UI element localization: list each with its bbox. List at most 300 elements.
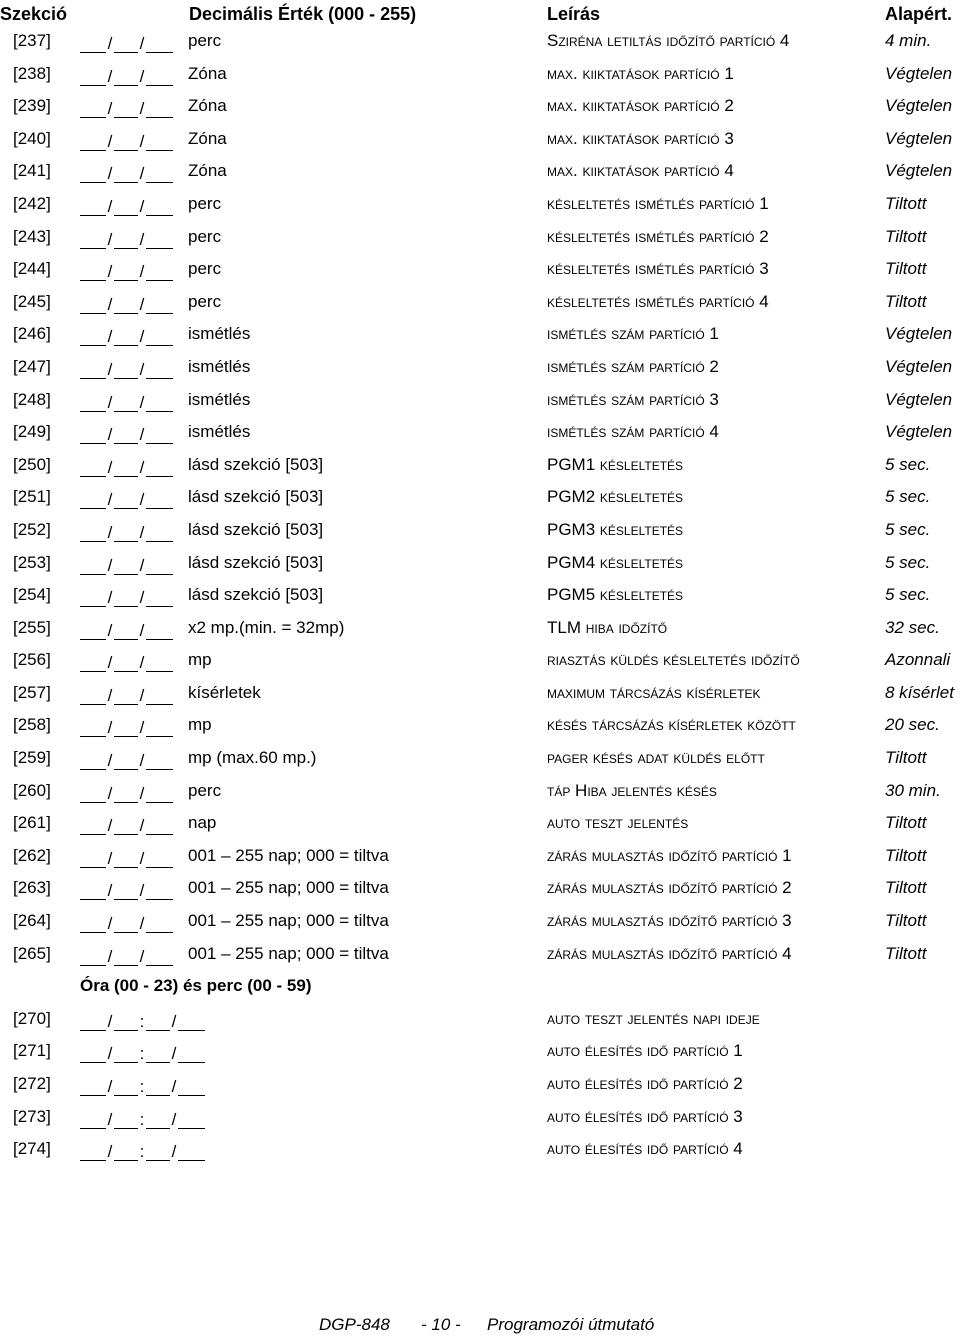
section-number: [248] (13, 389, 51, 409)
blank-line[interactable] (178, 1012, 205, 1031)
default-value: Végtelen (885, 356, 953, 376)
blank-line[interactable] (80, 295, 106, 314)
blank-line[interactable] (114, 588, 138, 607)
blank-line[interactable] (146, 556, 173, 575)
separator: / (139, 262, 145, 282)
table-row (0, 451, 960, 484)
header-default: Alapért. (885, 4, 953, 24)
separator: / (107, 359, 113, 379)
section-number: [245] (13, 291, 51, 311)
time-entry[interactable] (80, 1141, 205, 1161)
blank-line[interactable] (80, 458, 106, 477)
blank-line[interactable] (114, 849, 138, 868)
blank-line[interactable] (114, 458, 138, 477)
value-entry[interactable] (80, 522, 173, 542)
table-row (0, 157, 960, 190)
blank-line[interactable] (80, 523, 106, 542)
separator: / (107, 66, 113, 86)
time-entry[interactable] (80, 1011, 205, 1031)
section-number: [265] (13, 943, 51, 963)
blank-line[interactable] (114, 360, 138, 379)
footer-page: - 10 - (421, 1315, 461, 1334)
separator: / (171, 1077, 177, 1096)
description: maximum tárcsázás kísérletek (547, 682, 761, 702)
separator: / (107, 946, 113, 966)
blank-line[interactable] (146, 849, 173, 868)
value-entry[interactable] (80, 457, 173, 477)
separator: / (171, 1011, 177, 1031)
time-entry[interactable] (80, 1109, 205, 1129)
blank-line[interactable] (146, 458, 173, 477)
separator: / (107, 555, 113, 575)
unit-label: lásd szekció [503] (188, 487, 324, 507)
blank-line[interactable] (80, 34, 106, 53)
blank-line[interactable] (80, 1012, 106, 1031)
blank-line[interactable] (80, 262, 106, 281)
separator: / (139, 99, 145, 119)
blank-line[interactable] (146, 67, 173, 86)
blank-line[interactable] (80, 621, 106, 640)
default-value: Tiltott (885, 813, 927, 833)
blank-line[interactable] (146, 360, 173, 379)
separator: : (139, 1142, 145, 1162)
description: zárás mulasztás időzítő partíció 2 (547, 878, 792, 898)
default-value: 5 sec. (885, 487, 931, 507)
separator: / (107, 392, 113, 412)
table-row (0, 842, 960, 875)
blank-line[interactable] (114, 947, 138, 966)
table-row (0, 190, 960, 223)
blank-line[interactable] (80, 914, 106, 933)
blank-line[interactable] (80, 1142, 106, 1161)
unit-label: ismétlés (188, 324, 251, 344)
blank-line[interactable] (114, 34, 138, 53)
separator: / (107, 685, 113, 705)
unit-label: Zóna (188, 128, 227, 148)
blank-line[interactable] (146, 197, 173, 216)
separator: / (107, 783, 113, 803)
description: késés tárcsázás kísérletek között (547, 715, 796, 735)
section-number: [247] (13, 356, 51, 376)
table-row (0, 940, 960, 973)
description: PGM2 késleltetés (547, 487, 684, 507)
blank-line[interactable] (114, 1142, 138, 1161)
value-entry[interactable] (80, 783, 173, 803)
table-row (0, 418, 960, 451)
section-number: [258] (13, 715, 51, 735)
value-entry[interactable] (80, 66, 173, 86)
value-entry[interactable] (80, 815, 173, 835)
blank-line[interactable] (80, 1077, 106, 1096)
separator: / (139, 620, 145, 640)
blank-line[interactable] (146, 914, 173, 933)
unit-label: 001 – 255 nap; 000 = tiltva (188, 943, 389, 963)
blank-line[interactable] (114, 523, 138, 542)
separator: / (107, 1109, 113, 1129)
blank-line[interactable] (146, 686, 173, 705)
value-entry[interactable] (80, 685, 173, 705)
blank-line[interactable] (146, 164, 173, 183)
value-entry[interactable] (80, 98, 173, 118)
blank-line[interactable] (114, 881, 138, 900)
value-entry[interactable] (80, 196, 173, 216)
blank-line[interactable] (80, 784, 106, 803)
blank-line[interactable] (146, 653, 173, 672)
blank-line[interactable] (114, 262, 138, 281)
blank-line[interactable] (80, 230, 106, 249)
blank-line[interactable] (146, 490, 173, 509)
section-number: [272] (13, 1074, 51, 1093)
blank-line[interactable] (114, 1110, 138, 1129)
unit-label: nap (188, 813, 217, 833)
blank-line[interactable] (114, 621, 138, 640)
table-row (0, 809, 960, 842)
default-value: Végtelen (885, 422, 953, 442)
separator: / (107, 848, 113, 868)
blank-line[interactable] (114, 164, 138, 183)
blank-line[interactable] (80, 588, 106, 607)
blank-line[interactable] (146, 718, 173, 737)
blank-line[interactable] (146, 1142, 170, 1161)
separator: / (139, 848, 145, 868)
section-number: [253] (13, 552, 51, 572)
blank-line[interactable] (80, 393, 106, 412)
time-entry[interactable] (80, 1076, 205, 1096)
value-entry[interactable] (80, 913, 173, 933)
blank-line[interactable] (146, 295, 173, 314)
unit-label: mp (max.60 mp.) (188, 748, 317, 768)
blank-line[interactable] (146, 816, 173, 835)
blank-line[interactable] (114, 99, 138, 118)
blank-line[interactable] (80, 947, 106, 966)
blank-line[interactable] (114, 197, 138, 216)
separator: / (139, 588, 145, 608)
blank-line[interactable] (80, 816, 106, 835)
default-value: Tiltott (885, 226, 927, 246)
separator: / (107, 881, 113, 901)
value-entry[interactable] (80, 229, 173, 249)
value-entry[interactable] (80, 326, 173, 346)
description: pager késés adat küldés előtt (547, 748, 765, 768)
blank-line[interactable] (114, 686, 138, 705)
table-row (0, 646, 960, 679)
section-number: [261] (13, 813, 51, 833)
blank-line[interactable] (114, 425, 138, 444)
section-number: [271] (13, 1041, 51, 1061)
separator: / (139, 718, 145, 738)
default-value: Végtelen (885, 161, 953, 181)
value-entry[interactable] (80, 717, 173, 737)
table-row (0, 92, 960, 125)
default-value: Tiltott (885, 911, 927, 931)
description: táp Hiba jelentés késés (547, 780, 717, 800)
blank-line[interactable] (80, 67, 106, 86)
value-entry[interactable] (80, 946, 173, 966)
blank-line[interactable] (114, 914, 138, 933)
table-row (0, 1103, 960, 1136)
default-value: 30 min. (885, 780, 941, 800)
blank-line[interactable] (80, 164, 106, 183)
table-row (0, 353, 960, 386)
unit-label: x2 mp.(min. = 32mp) (188, 617, 345, 637)
blank-line[interactable] (146, 947, 173, 966)
separator: / (107, 751, 113, 771)
default-value: Azonnali (885, 650, 951, 670)
blank-line[interactable] (146, 99, 173, 118)
description: zárás mulasztás időzítő partíció 1 (547, 845, 792, 865)
unit-label: kísérletek (188, 682, 261, 702)
blank-line[interactable] (178, 1044, 205, 1063)
blank-line[interactable] (178, 1110, 205, 1129)
description: késleltetés ismétlés partíció 2 (547, 226, 769, 246)
separator: / (139, 685, 145, 705)
description: zárás mulasztás időzítő partíció 3 (547, 911, 792, 931)
separator: / (107, 522, 113, 542)
blank-line[interactable] (114, 784, 138, 803)
default-value: 4 min. (885, 31, 932, 50)
separator: / (171, 1044, 177, 1064)
separator: / (139, 522, 145, 542)
value-entry[interactable] (80, 131, 173, 151)
header-description: Leírás (547, 4, 601, 24)
blank-line[interactable] (146, 784, 173, 803)
value-entry[interactable] (80, 294, 173, 314)
blank-line[interactable] (146, 1044, 170, 1063)
blank-line[interactable] (80, 881, 106, 900)
blank-line[interactable] (178, 1077, 205, 1096)
description: auto teszt jelentés (547, 813, 689, 833)
blank-line[interactable] (146, 1012, 170, 1031)
section-number: [239] (13, 96, 51, 116)
unit-label: perc (188, 780, 222, 800)
description: auto teszt jelentés napi ideje (547, 1008, 760, 1028)
table-row (0, 386, 960, 419)
section-number: [273] (13, 1106, 51, 1126)
value-entry[interactable] (80, 392, 173, 412)
blank-line[interactable] (80, 686, 106, 705)
blank-line[interactable] (146, 393, 173, 412)
blank-line[interactable] (80, 718, 106, 737)
blank-line[interactable] (146, 881, 173, 900)
default-value: 32 sec. (885, 617, 940, 637)
table-row (0, 1070, 960, 1103)
blank-line[interactable] (80, 425, 106, 444)
blank-line[interactable] (114, 1012, 138, 1031)
separator: / (107, 490, 113, 510)
value-entry[interactable] (80, 424, 173, 444)
blank-line[interactable] (146, 262, 173, 281)
blank-line[interactable] (114, 751, 138, 770)
value-entry[interactable] (80, 163, 173, 183)
blank-line[interactable] (114, 1077, 138, 1096)
table-row (0, 288, 960, 321)
separator: / (107, 99, 113, 119)
separator: / (139, 425, 145, 445)
blank-line[interactable] (178, 1142, 205, 1161)
section-number: [270] (13, 1008, 51, 1028)
value-entry[interactable] (80, 489, 173, 509)
blank-line[interactable] (146, 751, 173, 770)
section-number: [264] (13, 911, 51, 931)
default-value: Tiltott (885, 291, 927, 311)
description: PGM1 késleltetés (547, 454, 684, 474)
value-entry[interactable] (80, 880, 173, 900)
blank-line[interactable] (80, 1044, 106, 1063)
separator: / (107, 294, 113, 314)
unit-label: ismétlés (188, 356, 251, 376)
table-row (0, 679, 960, 712)
table-row (0, 614, 960, 647)
section-number: [260] (13, 780, 51, 800)
value-entry[interactable] (80, 555, 173, 575)
separator: / (139, 490, 145, 510)
blank-line[interactable] (114, 67, 138, 86)
section-number: [250] (13, 454, 51, 474)
section-number: [263] (13, 878, 51, 898)
table-row (0, 549, 960, 582)
time-section-heading: Óra (00 - 23) és perc (00 - 59) (80, 976, 312, 996)
separator: / (107, 588, 113, 608)
unit-label: 001 – 255 nap; 000 = tiltva (188, 911, 389, 931)
value-entry[interactable] (80, 848, 173, 868)
table-row (0, 27, 960, 60)
default-value: 5 sec. (885, 585, 931, 605)
table-row (0, 874, 960, 907)
blank-line[interactable] (80, 490, 106, 509)
separator: / (139, 881, 145, 901)
value-entry[interactable] (80, 652, 173, 672)
separator: / (139, 392, 145, 412)
unit-label: ismétlés (188, 389, 251, 409)
table-row (0, 744, 960, 777)
separator: / (171, 1142, 177, 1162)
section-number: [241] (13, 161, 51, 181)
blank-line[interactable] (114, 718, 138, 737)
separator: / (107, 196, 113, 216)
blank-line[interactable] (114, 230, 138, 249)
description: max. kiiktatások partíció 1 (547, 63, 734, 83)
blank-line[interactable] (114, 393, 138, 412)
default-value: Tiltott (885, 259, 927, 279)
blank-line[interactable] (80, 849, 106, 868)
section-number: [246] (13, 324, 51, 344)
blank-line[interactable] (114, 327, 138, 346)
blank-line[interactable] (80, 99, 106, 118)
unit-label: perc (188, 193, 222, 213)
blank-line[interactable] (80, 327, 106, 346)
section-number: [254] (13, 585, 51, 605)
blank-line[interactable] (146, 1077, 170, 1096)
section-number: [249] (13, 422, 51, 442)
default-value: Tiltott (885, 878, 927, 898)
description: max. kiiktatások partíció 4 (547, 161, 734, 181)
unit-label: Zóna (188, 161, 227, 181)
footer-doc: DGP-848 (319, 1315, 390, 1334)
separator: / (139, 914, 145, 934)
separator: / (107, 457, 113, 477)
value-entry[interactable] (80, 620, 173, 640)
blank-line[interactable] (80, 556, 106, 575)
default-value: Végtelen (885, 96, 953, 116)
blank-line[interactable] (80, 360, 106, 379)
blank-line[interactable] (80, 132, 106, 151)
default-value: 20 sec. (885, 715, 940, 735)
blank-line[interactable] (80, 653, 106, 672)
blank-line[interactable] (146, 588, 173, 607)
value-entry[interactable] (80, 261, 173, 281)
blank-line[interactable] (146, 425, 173, 444)
blank-line[interactable] (80, 751, 106, 770)
separator: : (139, 1044, 145, 1064)
blank-line[interactable] (146, 34, 173, 53)
description: auto élesítés idő partíció 1 (547, 1041, 743, 1061)
description: PGM3 késleltetés (547, 519, 684, 539)
blank-line[interactable] (146, 1110, 170, 1129)
description: TLM hiba időzítő (547, 617, 668, 637)
default-value: Végtelen (885, 128, 953, 148)
blank-line[interactable] (80, 1110, 106, 1129)
table-row (0, 483, 960, 516)
separator: / (139, 751, 145, 771)
separator: / (139, 66, 145, 86)
description: auto élesítés idő partíció 3 (547, 1106, 743, 1126)
value-entry[interactable] (80, 587, 173, 607)
value-entry[interactable] (80, 33, 173, 53)
separator: / (139, 816, 145, 836)
value-entry[interactable] (80, 750, 173, 770)
section-number: [259] (13, 748, 51, 768)
separator: / (107, 1077, 113, 1096)
separator: / (107, 131, 113, 151)
unit-label: perc (188, 259, 222, 279)
separator: / (139, 294, 145, 314)
unit-label: mp (188, 715, 212, 735)
separator: / (139, 164, 145, 184)
description: riasztás küldés késleltetés időzítő (547, 650, 800, 670)
table-row (0, 60, 960, 93)
blank-line[interactable] (146, 621, 173, 640)
blank-line[interactable] (114, 556, 138, 575)
separator: / (107, 262, 113, 282)
settings-table (0, 27, 960, 1168)
blank-line[interactable] (80, 197, 106, 216)
separator: / (139, 196, 145, 216)
blank-line[interactable] (146, 523, 173, 542)
separator: / (139, 229, 145, 249)
default-value: 5 sec. (885, 519, 931, 539)
description: PGM4 késleltetés (547, 552, 684, 572)
blank-line[interactable] (114, 1044, 138, 1063)
blank-line[interactable] (114, 132, 138, 151)
separator: / (107, 164, 113, 184)
blank-line[interactable] (114, 653, 138, 672)
value-entry[interactable] (80, 359, 173, 379)
default-value: Tiltott (885, 845, 927, 865)
blank-line[interactable] (114, 490, 138, 509)
blank-line[interactable] (114, 295, 138, 314)
table-row (0, 1037, 960, 1070)
table-row (0, 1135, 960, 1168)
separator: / (107, 1044, 113, 1064)
time-entry[interactable] (80, 1043, 205, 1063)
blank-line[interactable] (114, 816, 138, 835)
table-row (0, 516, 960, 549)
default-value: 5 sec. (885, 454, 931, 474)
unit-label: 001 – 255 nap; 000 = tiltva (188, 878, 389, 898)
blank-line[interactable] (146, 132, 173, 151)
blank-line[interactable] (146, 230, 173, 249)
blank-line[interactable] (146, 327, 173, 346)
